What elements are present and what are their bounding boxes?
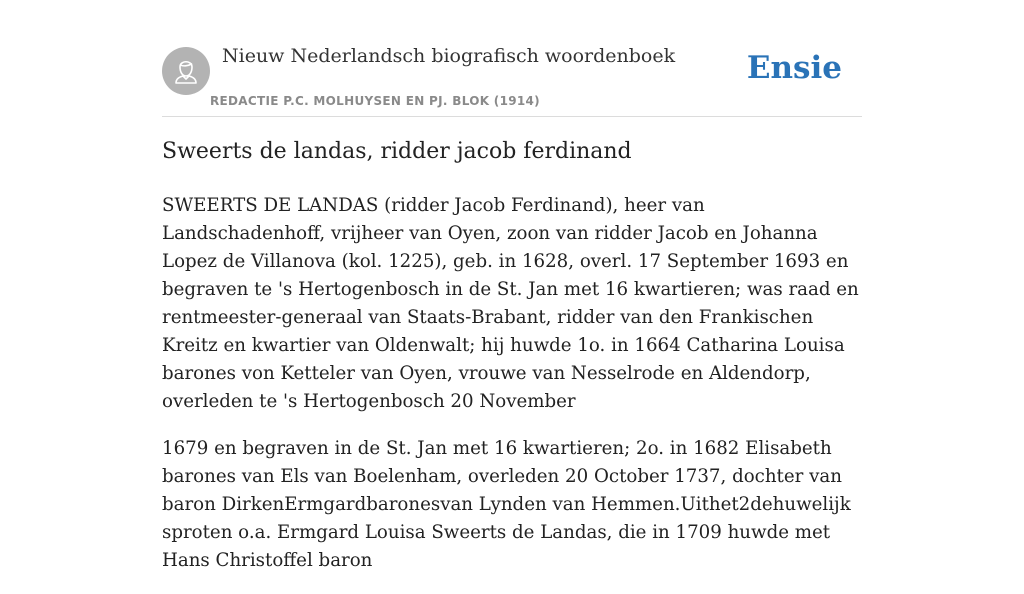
article-title: Sweerts de landas, ridder jacob ferdinand (162, 139, 632, 164)
editors-credit: REDACTIE P.C. MOLHUYSEN EN PJ. BLOK (1914) (210, 94, 540, 108)
article-body (162, 192, 862, 594)
user-avatar-icon[interactable] (162, 47, 210, 95)
page-header (162, 0, 862, 117)
article-paragraph: 1679 en begraven in de St. Jan met 16 kwartieren; 2o. in 1682 Elisabeth barones van Els van Boelenham, overleden 20 October 1737, dochter van baron DirkenErmgardbaronesvan Lynden van Hemmen.Uithet2dehuwelijk sproten o.a. Ermgard Louisa Sweerts de Landas, die in 1709 huwde met Hans Christoffel baron (162, 438, 851, 571)
article-paragraph: SWEERTS DE LANDAS (ridder Jacob Ferdinand), heer van Landschadenhoff, vrijheer van Oyen, zoon van ridder Jacob en Johanna Lopez de Villanova (kol. 1225), geb. in 1628, overl. 17 September 1693 en begraven te 's Hertogenbosch in de St. Jan met 16 kwartieren; was raad en rentmeester-generaal van Staats-Brabant, ridder van den Frankischen Kreitz en kwartier van Oldenwalt; hij huwde 1o. in 1664 Catharina Louisa barones von Ketteler van Oyen, vrouwe van Nesselrode en Aldendorp, overleden te 's Hertogenbosch 20 November (162, 195, 859, 412)
book-title[interactable]: Nieuw Nederlandsch biografisch woordenboek (222, 45, 676, 67)
ensie-logo[interactable]: Ensie (746, 50, 842, 86)
